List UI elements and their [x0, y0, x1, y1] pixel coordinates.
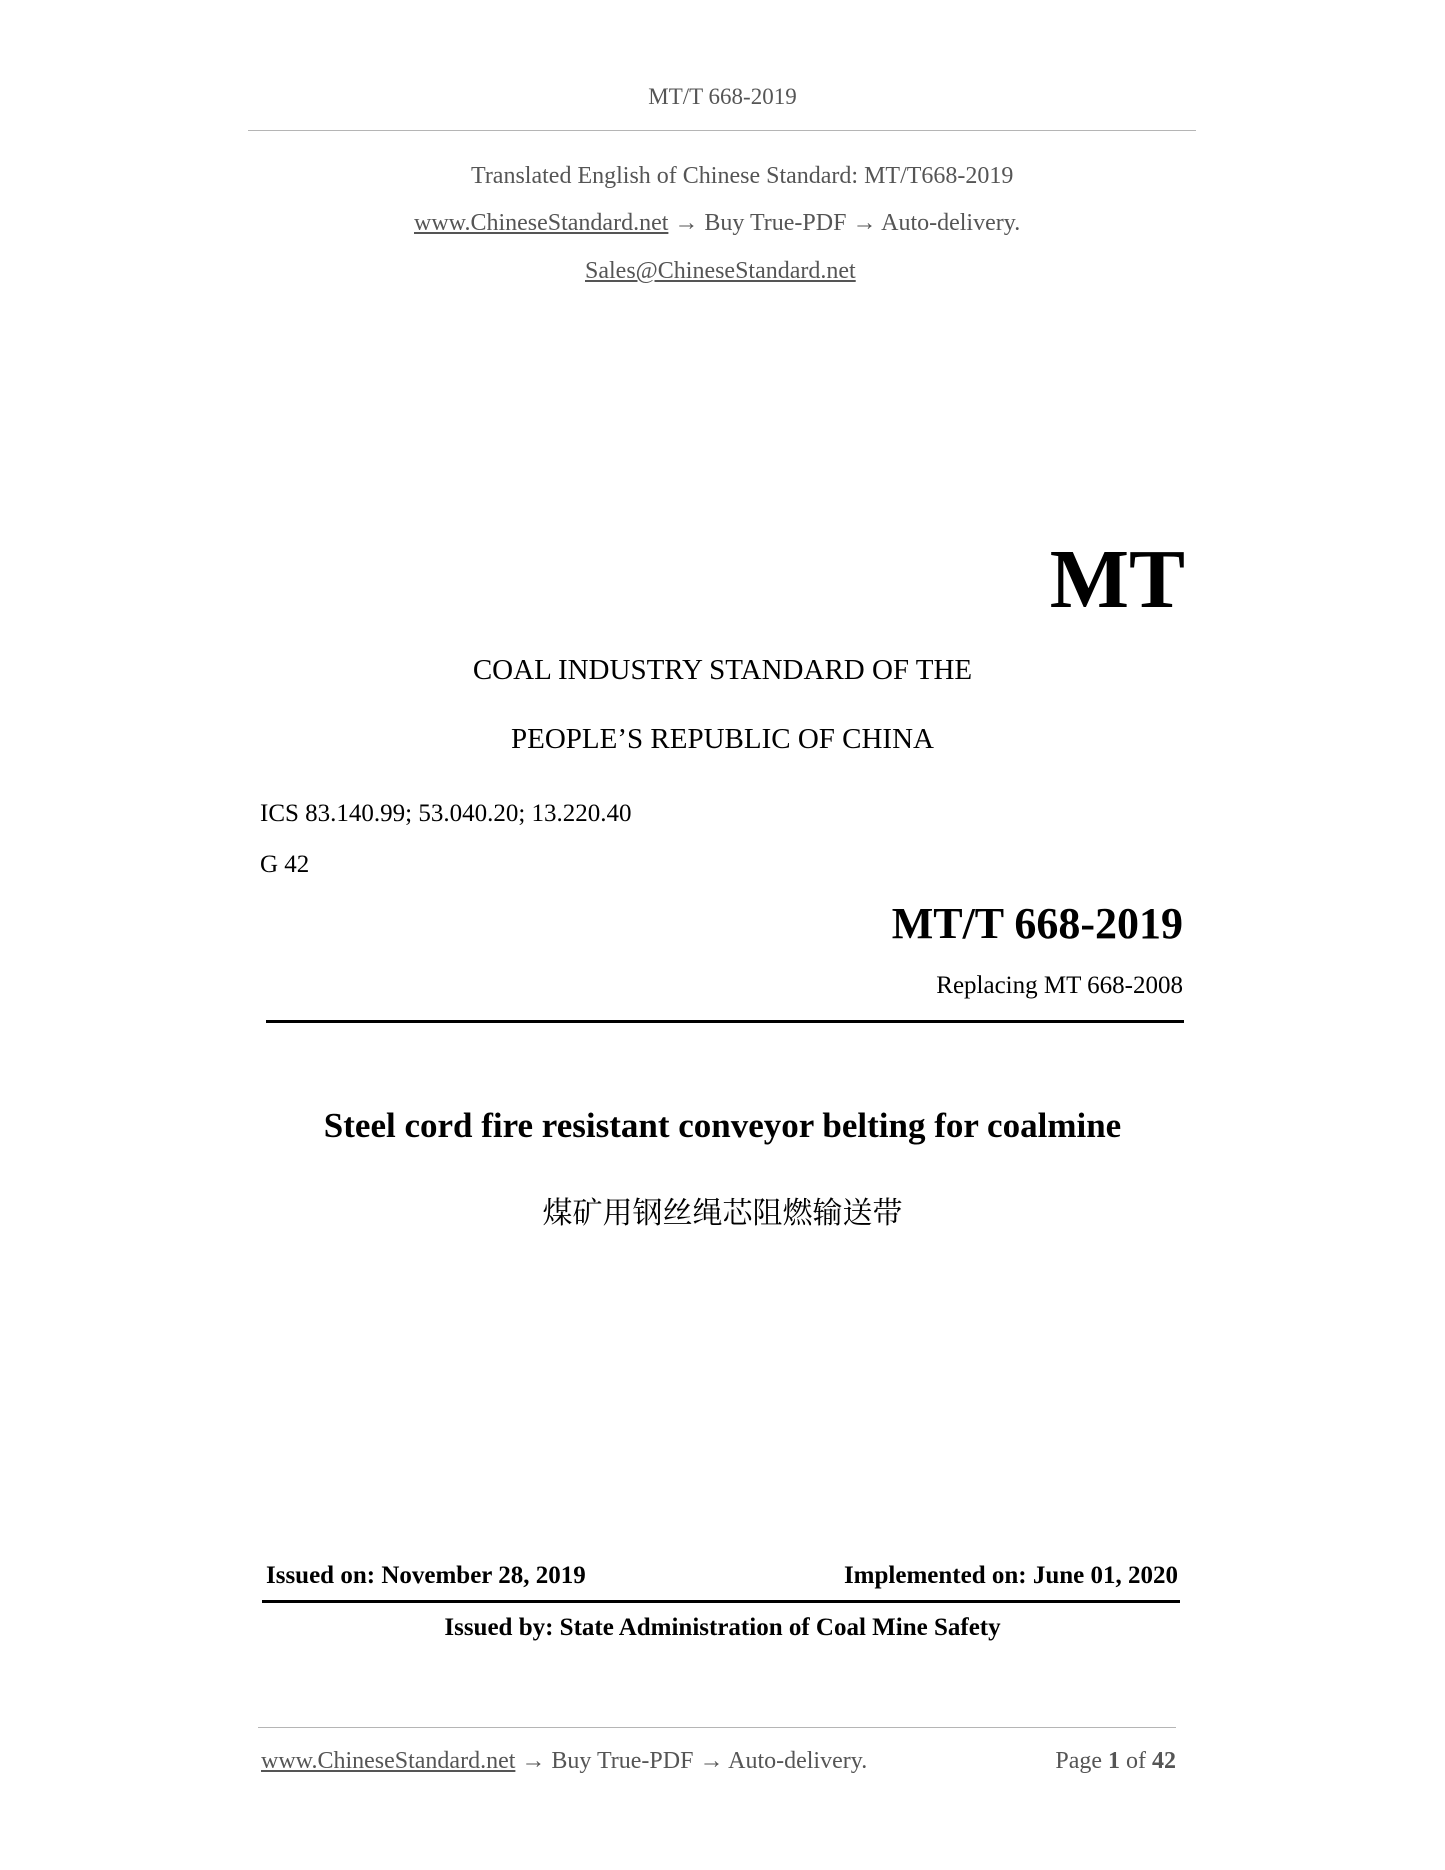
title-english: Steel cord fire resistant conveyor belting for coalmine [323, 1106, 1122, 1145]
footer-buy-text: → Buy True-PDF → Auto-delivery. [521, 1748, 868, 1774]
org-line-2: PEOPLE’S REPUBLIC OF CHINA [511, 723, 934, 755]
header-buy-line [414, 210, 1020, 237]
title-divider [266, 1020, 1184, 1023]
page-current: 1 [1108, 1748, 1120, 1774]
sales-email-link[interactable]: Sales@ChineseStandard.net [585, 258, 856, 284]
issue-divider [262, 1600, 1180, 1603]
ics-code: ICS 83.140.99; 53.040.20; 13.220.40 [260, 800, 632, 827]
standard-code-mark: MT [1049, 533, 1185, 626]
page-label: Page [1055, 1748, 1102, 1774]
title-chinese: 煤矿用钢丝绳芯阻燃输送带 [542, 1196, 903, 1231]
footer-buy-line [261, 1748, 867, 1775]
sales-line [585, 258, 856, 285]
standard-number: MT/T 668-2019 [891, 899, 1183, 948]
running-header: MT/T 668-2019 [648, 84, 797, 109]
page-total: 42 [1152, 1748, 1176, 1774]
implemented-on-date: Implemented on: June 01, 2020 [843, 1562, 1178, 1589]
footer-site-link[interactable]: www.ChineseStandard.net [261, 1748, 516, 1774]
replacing-note: Replacing MT 668-2008 [936, 972, 1183, 999]
page-indicator [1055, 1748, 1176, 1775]
header-buy-text: → Buy True-PDF → Auto-delivery. [674, 210, 1021, 236]
org-line-1: COAL INDUSTRY STANDARD OF THE [472, 654, 973, 686]
issued-on-date: Issued on: November 28, 2019 [266, 1562, 586, 1589]
issued-by: Issued by: State Administration of Coal Mine Safety [444, 1614, 1001, 1641]
translated-label: Translated English of Chinese Standard: MT/T668-2019 [471, 163, 1014, 189]
classification-code: G 42 [260, 851, 310, 878]
header-site-link[interactable]: www.ChineseStandard.net [414, 210, 669, 236]
of-label: of [1126, 1748, 1146, 1774]
footer-divider [258, 1727, 1176, 1728]
header-divider [248, 130, 1196, 131]
